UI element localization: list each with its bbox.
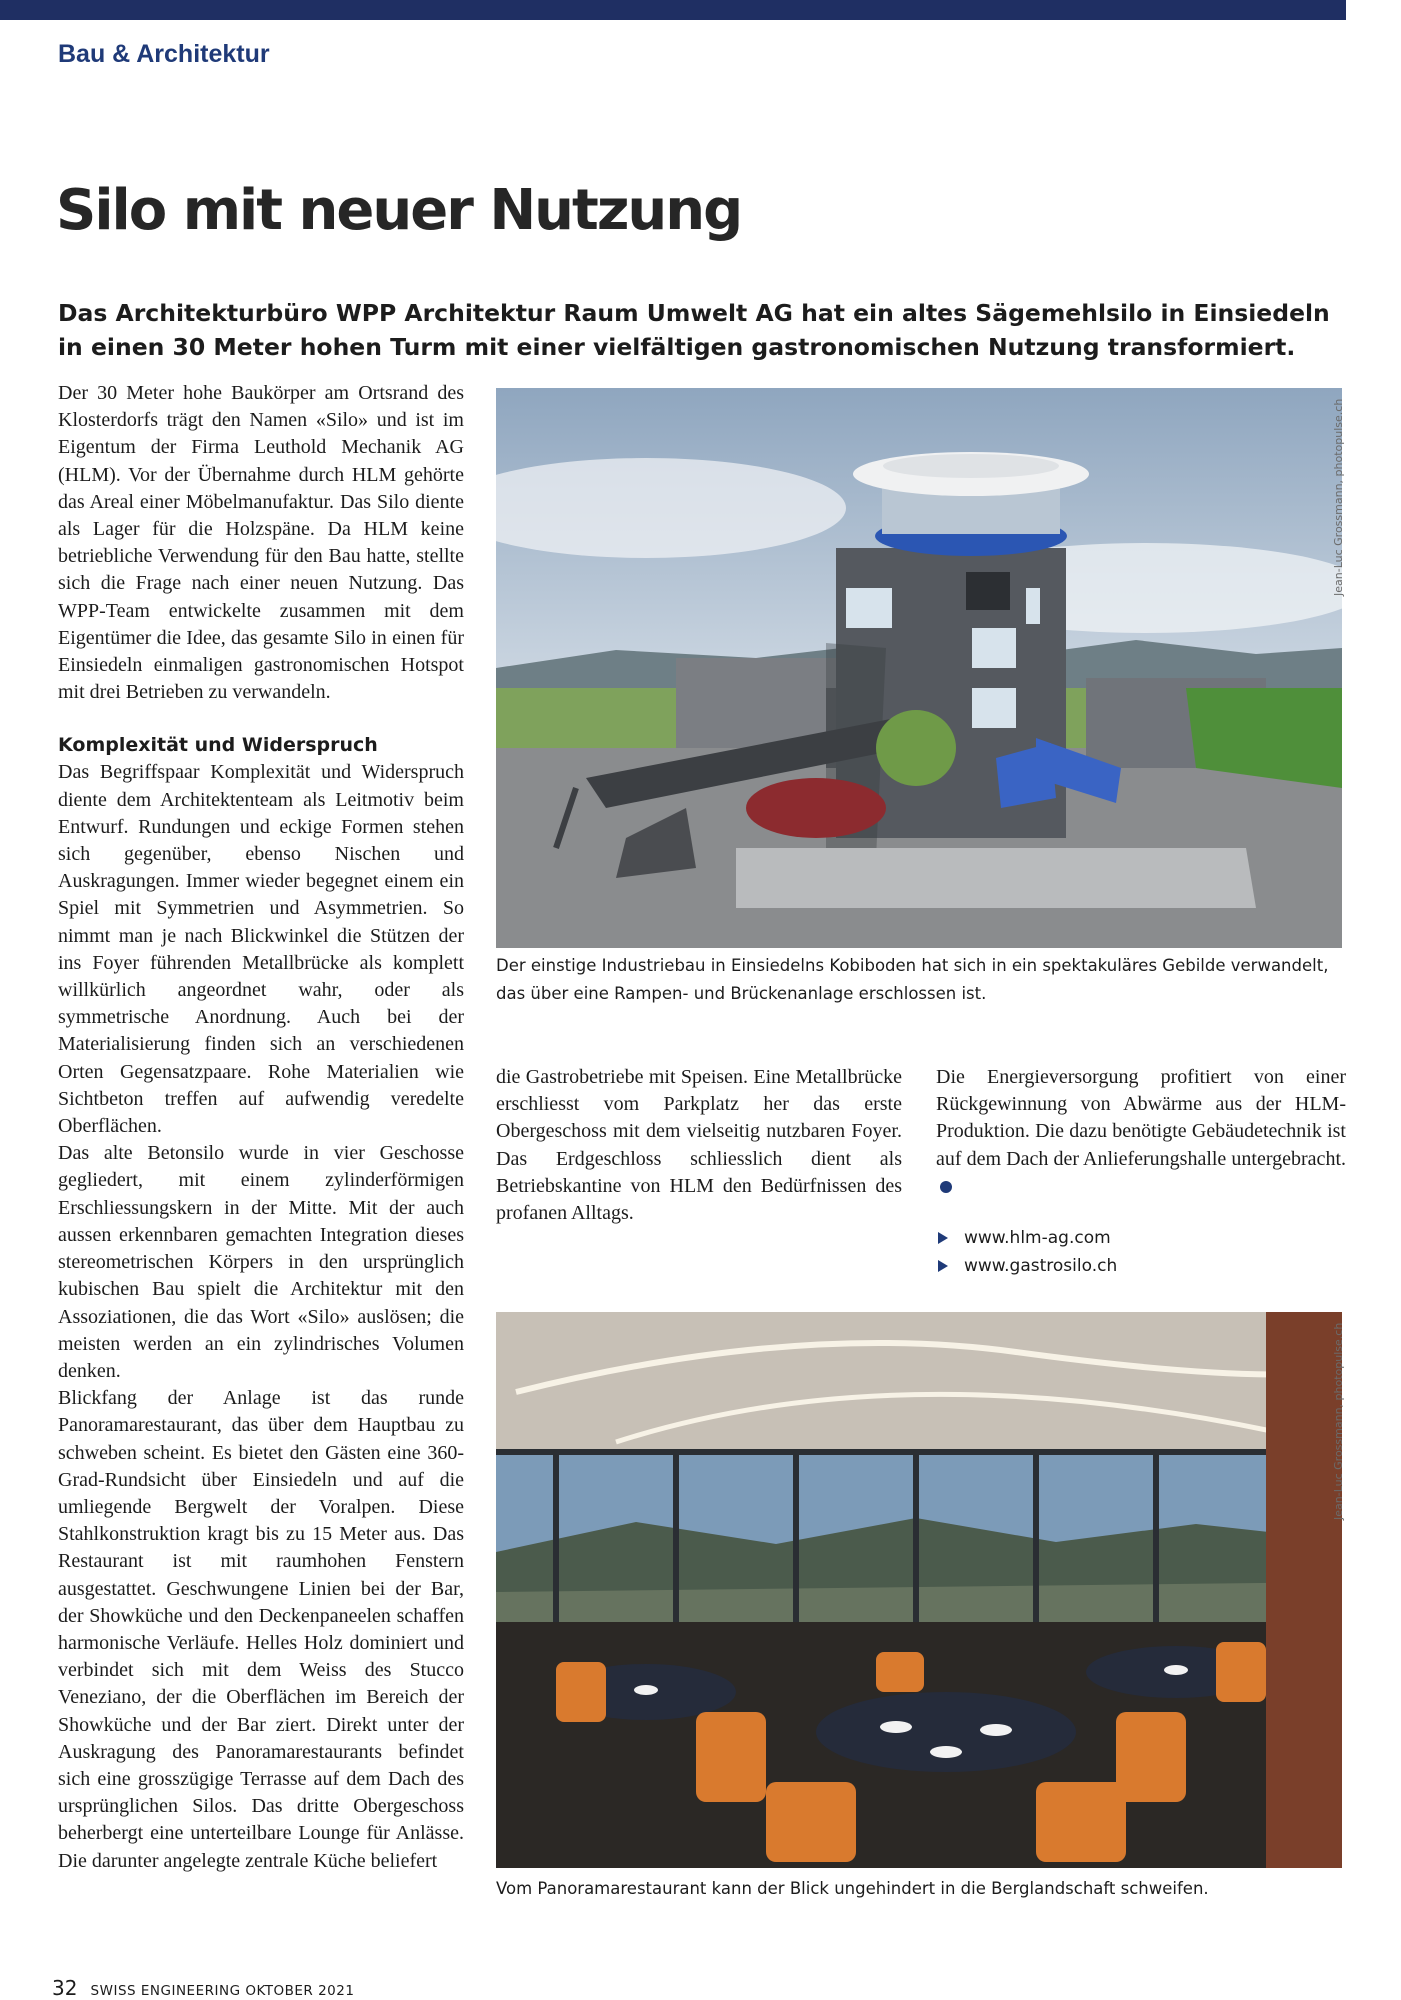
paragraph-complexity: Das Begriffspaar Komplexität und Widerspruch diente dem Architektenteam als Leitmotiv beim Entwurf. Rundungen und eckige Formen stehen sich gegenüber, ebenso Nischen und Auskragungen. Immer wieder begegnet einem ein Spiel mit Symmetrien und Asymmetrien. So nimmt man je nach Blickwinkel die Stützen der ins Foyer führenden Metallbrücke als komplett willkürlich angeordnet wahr, oder als symmetrische Anordnung. Auch bei der Materialisierung finden sich an verschiedenen Orten Gegensatzpaare. Rohe Materialien wie Sichtbeton treffen auf aufwendig veredelte Oberflächen.	[58, 761, 464, 1138]
magazine-issue: SWISS ENGINEERING OKTOBER 2021	[90, 1983, 355, 1999]
link-gastrosilo[interactable]: www.gastrosilo.ch	[964, 1256, 1118, 1277]
link-list	[936, 1224, 1346, 1280]
subheading: Komplexität und Widerspruch	[58, 734, 378, 757]
paragraph-intro: Der 30 Meter hohe Baukörper am Ortsrand des Klosterdorfs trägt den Namen «Silo» und ist im Eigentum der Firma Leuthold Mechanik AG (HLM). Vor der Übernahme durch HLM gehörte das Areal einer Möbelmanufaktur. Das Silo diente als Lager für die Holzspäne. Da HLM keine betriebliche Verwendung für den Bau hatte, stellte sich die Frage nach einer neuen Nutzung. Das WPP-Team entwickelte zusammen mit dem Eigentümer die Idee, das gesamte Silo in einen für Einsiedeln einmaligen gastronomischen Hotspot mit drei Betrieben zu verwandeln.	[58, 382, 464, 704]
article-lead: Das Architekturbüro WPP Architektur Raum Umwelt AG hat ein altes Sägemehlsilo in Einsiedeln in einen 30 Meter hohen Turm mit einer vielfältigen gastronomischen Nutzung transformiert.	[58, 299, 1330, 361]
photo-credit-interior: Jean-Luc Grossmann, photopulse.ch	[1332, 1322, 1345, 1520]
page-number: 32	[52, 1976, 78, 2000]
text-column-1	[58, 380, 464, 1875]
silo-exterior-photo	[496, 388, 1342, 948]
caption-exterior: Der einstige Industriebau in Einsiedelns Kobiboden hat sich in ein spektakuläres Gebilde verwandelt, das über eine Rampen- und Brückenanlage erschlossen ist.	[496, 956, 1329, 1003]
paragraph-restaurant-text: Blickfang der Anlage ist das runde Panoramarestaurant, das über dem Hauptbau zu schweben scheint. Es bietet den Gästen eine 360-Grad-Rundsicht über Einsiedeln und auf die umliegende Bergwelt der Voralpen. Diese Stahlkonstruktion kragt bis zu 15 Meter aus. Das Restaurant ist mit raumhohen Fenstern ausgestattet. Geschwungene Linien bei der Bar, der Showküche und den Deckenpaneelen schaffen harmonische Verläufe. Helles Holz dominiert und verbindet sich mit dem Weiss des Stucco Veneziano, der die Oberflächen im Bereich der Showküche und der Bar ziert. Direkt unter der Auskragung des Panoramarestaurants befindet sich eine grosszügige Terrasse auf dem Dach des ursprünglichen Silos. Das dritte Obergeschoss beherbergt eine unterteilbare Lounge für Anlässe. Die darunter angelegte zentrale Küche beliefert	[58, 1387, 464, 1872]
text-column-2	[496, 1064, 902, 1227]
end-mark-icon	[940, 1181, 952, 1193]
paragraph-restaurant	[58, 1385, 464, 1875]
top-color-bar	[0, 0, 1346, 20]
caption-interior: Vom Panoramarestaurant kann der Blick ungehindert in die Berglandschaft schweifen.	[496, 1879, 1209, 1898]
paragraph-energy-text: Die Energieversorgung profitiert von einer Rückgewinnung von Abwärme aus der HLM-Produktion. Die dazu benötigte Gebäudetechnik ist auf dem Dach der Anlieferungshalle untergebracht.	[936, 1066, 1346, 1170]
triangle-bullet-icon	[938, 1260, 948, 1272]
silo-exterior-illustration	[496, 388, 1342, 948]
section-label: Bau & Architektur	[58, 40, 270, 68]
restaurant-interior-photo	[496, 1312, 1342, 1868]
link-item[interactable]	[936, 1224, 1346, 1252]
paragraph-restaurant-continued: die Gastrobetriebe mit Speisen. Eine Metallbrücke erschliesst vom Parkplatz her das erste Obergeschoss mit dem vielseitig nutzbaren Foyer. Das Erdgeschloss schliesslich dient als Betriebskantine von HLM den Bedürfnissen des profanen Alltags.	[496, 1066, 902, 1225]
article-title: Silo mit neuer Nutzung	[56, 178, 742, 243]
photo-credit-exterior: Jean-Luc Grossmann, photopulse.ch	[1332, 398, 1345, 596]
text-column-3	[936, 1064, 1346, 1280]
link-hlm[interactable]: www.hlm-ag.com	[964, 1228, 1111, 1249]
page-footer	[52, 1976, 354, 2000]
restaurant-interior-illustration	[496, 1312, 1342, 1868]
paragraph-energy	[936, 1064, 1346, 1200]
paragraph-silo: Das alte Betonsilo wurde in vier Geschosse gegliedert, mit einem zylinderförmigen Erschliessungskern in der Mitte. Mit der auch aussen erkennbaren gemachten Integration dieses stereometrischen Körpers in den ursprünglich kubischen Bau spielt die Architektur mit den Assoziationen, die das Wort «Silo» auslösen; die meisten werden an ein zylindrisches Volumen denken.	[58, 1142, 464, 1382]
triangle-bullet-icon	[938, 1232, 948, 1244]
link-item[interactable]	[936, 1252, 1346, 1280]
